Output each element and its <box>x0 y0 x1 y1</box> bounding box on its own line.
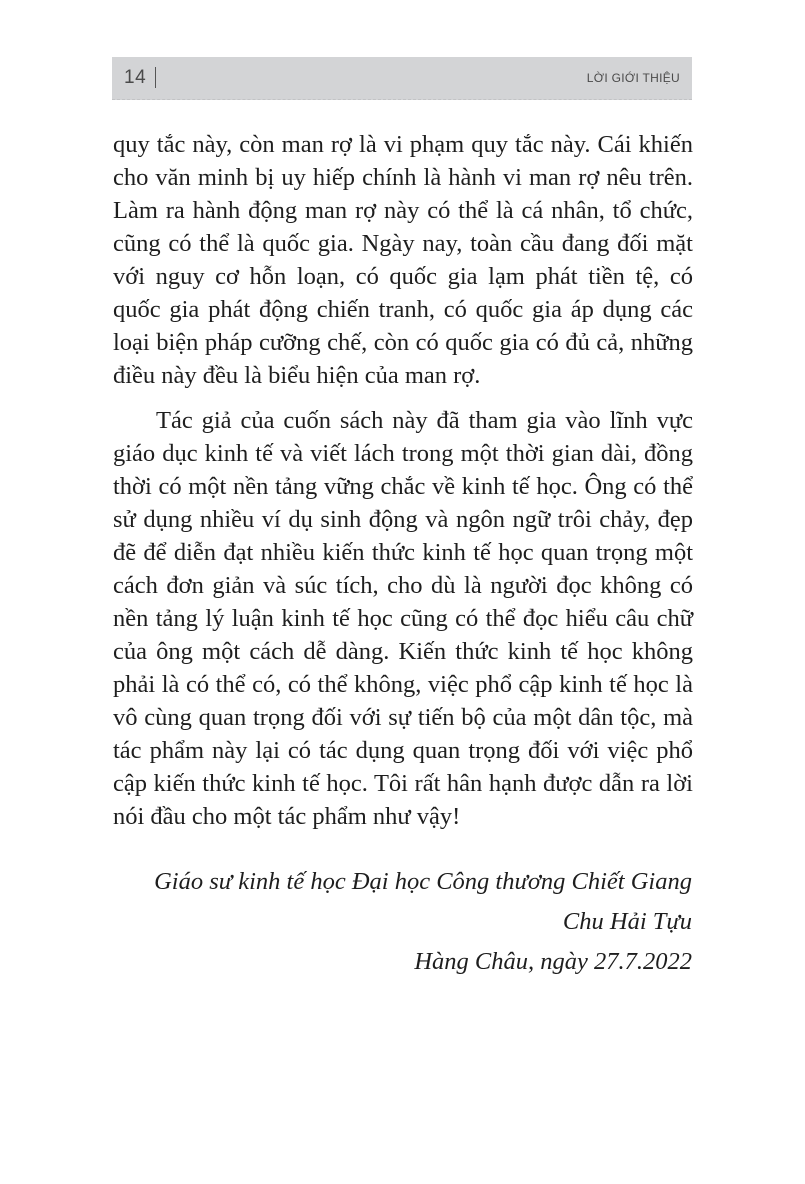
signature-block <box>112 862 692 982</box>
header-divider <box>155 67 156 88</box>
section-title: LỜI GIỚI THIỆU <box>586 71 680 85</box>
running-header <box>112 57 692 100</box>
body-text <box>113 128 693 833</box>
paragraph-author-intro: Tác giả của cuốn sách này đã tham gia vào lĩnh vực giáo dục kinh tế và viết lách trong một thời gian dài, đồng thời có một nền tảng vững chắc về kinh tế học. Ông có thể sử dụng nhiều ví dụ sinh động và ngôn ngữ trôi chảy, đẹp đẽ để diễn đạt nhiều kiến thức kinh tế học quan trọng một cách đơn giản và súc tích, cho dù là người đọc không có nền tảng lý luận kinh tế học cũng có thể đọc hiểu câu chữ của ông một cách dễ dàng. Kiến thức kinh tế học không phải là có thể có, có thể không, việc phổ cập kinh tế học là vô cùng quan trọng đối với sự tiến bộ của một dân tộc, mà tác phẩm này lại có tác dụng quan trọng đối với việc phổ cập kiến thức kinh tế học. Tôi rất hân hạnh được dẫn ra lời nói đầu cho một tác phẩm như vậy! <box>113 407 693 830</box>
signature-title: Giáo sư kinh tế học Đại học Công thương Chiết Giang <box>154 868 692 895</box>
paragraph-continued: quy tắc này, còn man rợ là vi phạm quy tắc này. Cái khiến cho văn minh bị uy hiếp chính là hành vi man rợ nêu trên. Làm ra hành động man rợ này có thể là cá nhân, tổ chức, cũng có thể là quốc gia. Ngày nay, toàn cầu đang đối mặt với nguy cơ hỗn loạn, có quốc gia lạm phát tiền tệ, có quốc gia phát động chiến tranh, có quốc gia áp dụng các loại biện pháp cưỡng chế, còn có quốc gia có đủ cả, những điều này đều là biểu hiện của man rợ. <box>113 131 693 389</box>
page-number: 14 <box>124 67 147 88</box>
signature-place-date: Hàng Châu, ngày 27.7.2022 <box>414 948 692 975</box>
signature-name: Chu Hải Tựu <box>562 908 692 935</box>
